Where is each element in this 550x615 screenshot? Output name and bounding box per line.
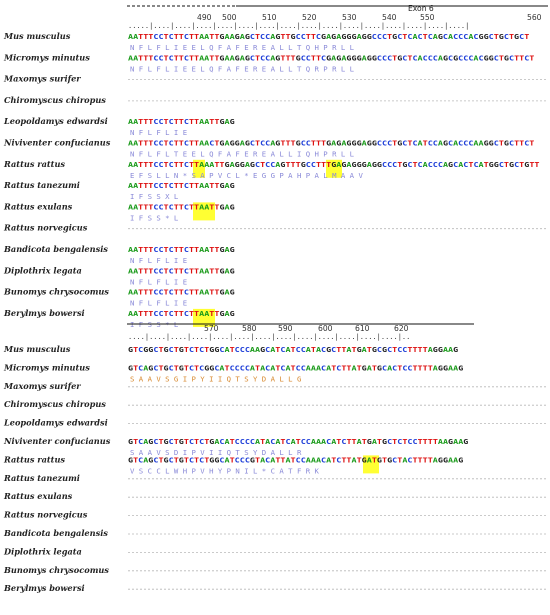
aa-translation: N F L F L T E E L Q F A F E R E A L L I Q H P R L L	[130, 149, 355, 159]
species-name: Bandicota bengalensis	[4, 528, 108, 538]
aa-translation: N F L F L I E	[130, 256, 188, 265]
position-number: 580	[242, 324, 257, 333]
species-name: Rattus norvegicus	[4, 509, 88, 520]
ruler-ticks-block1: .....|....|....|....|....|....|....|....|....|....|....|....|....|....|....|....|	[128, 22, 470, 30]
dna-sequence: AATTTCCTCTTCTTAATTGAG	[128, 308, 235, 318]
species-name: Chiromyscus chiropus	[4, 399, 106, 410]
aa-translation: S A A V S G I P Y I I Q T S Y D A L L G	[130, 374, 302, 384]
species-name: Bunomys chrysocomus	[4, 564, 109, 575]
species-name: Bandicota bengalensis	[4, 244, 108, 254]
aa-translation: I F S S * L	[130, 213, 179, 223]
position-number: 520	[302, 13, 317, 22]
dna-sequence: AATTTCCTCTTCTTAACTGAGGAGCTCCAGTTTGCCTTTGAGAGGGAGGCCCTGCTCATCCAGCACCCAAGGCTGCTTCT	[128, 138, 534, 148]
dna-sequence: AATTTCCTCTTCTTAATTGAG	[128, 202, 235, 212]
aa-translation: N F L F L I E E L Q F A F E R E A L L T Q H P R L L	[130, 43, 355, 52]
position-number: 590	[278, 324, 293, 333]
position-number: 620	[394, 324, 409, 333]
species-name: Bunomys chrysocomus	[4, 286, 109, 297]
species-name: Maxomys surifer	[4, 380, 81, 391]
species-name: Mus musculus	[4, 344, 71, 354]
species-name: Berylmys bowersi	[4, 307, 85, 318]
position-number: 500	[222, 13, 237, 22]
dna-sequence: AATTTCCTCTTCTTAATTGAAGAGCTCCAGTTGCCTTCGAGAGGGAGGCCCTGCTCACTCAGCACCCACGGCTGCTGCT	[128, 32, 529, 41]
position-number: 600	[318, 324, 333, 333]
position-number: 490	[197, 13, 212, 22]
dna-sequence: AATTTCCTCTTCTTAATTGAG	[128, 181, 235, 191]
dna-sequence: AATTTCCTCTTCTTAATTGAAGAGCTCCAGTTTGCCTTCGAGAGGGAGGCCCTGCTCACCCAGCGCCCACGGCTGCTTCT	[128, 53, 534, 63]
species-name: Mus musculus	[4, 31, 71, 41]
position-number: 540	[382, 13, 397, 22]
aa-translation: E F S L L N * S A P V C L * E G G P A H P A L M A A V	[130, 170, 363, 180]
position-numbers-block1	[197, 13, 542, 22]
position-number: 550	[420, 13, 435, 22]
species-name: Rattus exulans	[4, 491, 73, 502]
species-name: Leopoldamys edwardsi	[4, 116, 108, 127]
species-name: Diplothrix legata	[4, 265, 82, 276]
dna-sequence: AATTTCCTCTTCTTAATTGAG	[128, 266, 235, 276]
exon-label: Exon 6	[408, 4, 434, 13]
species-name: Leopoldamys edwardsi	[4, 417, 108, 428]
aa-translation: I F S S * L	[130, 319, 179, 329]
species-name: Micromys minutus	[4, 52, 90, 63]
aa-translation: N F L F L I E	[130, 128, 188, 138]
species-name: Micromys minutus	[4, 362, 90, 373]
dna-sequence: GTCGGCTGCTGTCTCTGGCATCCCAAGCATCATCCATACGCTTATGATGCGCTCCTTTTAGGAAG	[128, 345, 458, 354]
dna-sequence: AATTTCCTCTTCTTAATTGAG	[128, 117, 235, 127]
dna-sequence: GTCAGCTGCTGTCTCTGACATCCCCATACATCATCCAAACATCTTATGATGCTCTCCTTTTAAGAAG	[128, 437, 468, 446]
dna-sequence: GTCAGCTGCTGTCTCGGCATCCCCATACATCATCCAAACATCTTATGATGCACTCCTTTTAGGAAG	[128, 363, 463, 373]
dna-sequence: AATTTCCTCTTCTTAATTGAG	[128, 287, 235, 297]
species-name: Berylmys bowersi	[4, 583, 85, 594]
alignment-block-1	[3, 31, 546, 329]
aa-translation: N F L F L I E	[130, 298, 188, 308]
position-number: 570	[204, 324, 219, 333]
aa-translation: S A A V S D I P V I I Q T S Y D A L L R	[130, 448, 302, 457]
aa-translation: N F L F L I E	[130, 277, 188, 287]
species-name: Chiromyscus chiropus	[4, 94, 106, 105]
aa-translation: V S C C L W H P V H Y P N I L * C A T F R K	[130, 466, 319, 476]
species-name: Rattus tanezumi	[4, 472, 80, 483]
species-name: Diplothrix legata	[4, 546, 82, 557]
position-numbers-block2	[204, 324, 409, 333]
species-name: Niviventer confucianus	[4, 436, 111, 446]
dna-sequence: AATTTCCTCTTCTTAATTGAG	[128, 245, 235, 254]
species-name: Rattus exulans	[4, 201, 73, 212]
ruler-ticks-block2: ....|....|....|....|....|....|....|....|....|....|....|....|....|..	[128, 333, 411, 341]
aa-translation: I F S S X L	[130, 192, 179, 202]
species-name: Rattus rattus	[4, 454, 66, 465]
aa-translation: N F L F L I E E L Q F A F E R E A L L T Q R P R L L	[130, 64, 355, 74]
position-number: 610	[355, 324, 370, 333]
position-number: 560	[527, 13, 542, 22]
dna-sequence: AATTTCCTCTTCTTAAATTGAGGAGCTCCAGTTTGCCTTTGAGAGGGAGGCCCTGCTCACCCAGCACTCATGGCTGCTGTT	[128, 159, 539, 169]
position-number: 530	[342, 13, 357, 22]
species-name: Maxomys surifer	[4, 73, 81, 84]
alignment-block-2	[3, 344, 546, 593]
position-number: 510	[262, 13, 277, 22]
dna-sequence: GTCAGCTGCTGTCTCTGGCATCCCGTACATTATCCAAACATCTTATGATGTGCTACTTTTAGGAAG	[128, 455, 463, 465]
species-name: Rattus norvegicus	[4, 222, 88, 233]
species-name: Rattus tanezumi	[4, 180, 80, 191]
species-name: Niviventer confucianus	[4, 137, 111, 148]
species-name: Rattus rattus	[4, 158, 66, 169]
